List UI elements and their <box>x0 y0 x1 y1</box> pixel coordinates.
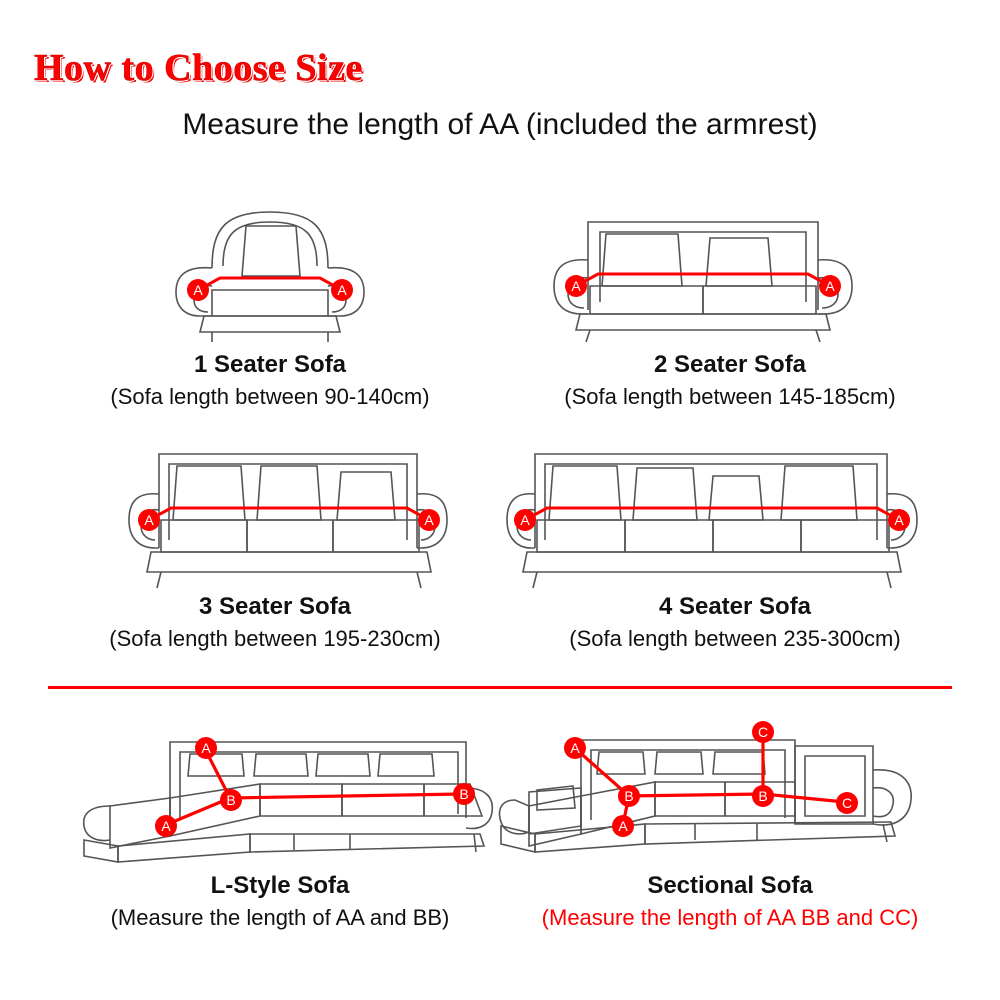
three-seater-caption <box>55 592 495 654</box>
marker-A-bottom <box>612 815 634 837</box>
one-seater-range: (Sofa length between 90-140cm) <box>110 384 430 409</box>
four-seater-drawing <box>505 432 965 592</box>
svg-text:A: A <box>894 512 904 528</box>
marker-A-right <box>888 509 910 531</box>
three-seater-drawing <box>55 432 495 592</box>
marker-A-bottom <box>155 815 177 837</box>
svg-text:A: A <box>424 512 434 528</box>
marker-A-left <box>514 509 536 531</box>
svg-text:A: A <box>571 278 581 294</box>
marker-B-center <box>220 789 242 811</box>
marker-A-right <box>331 279 353 301</box>
one-seater-drawing <box>60 190 480 350</box>
two-seater-name: 2 Seater Sofa <box>653 351 807 378</box>
sectional-caption <box>495 871 965 933</box>
l-style-drawing <box>50 706 510 871</box>
sofa-card-sectional <box>495 706 965 933</box>
sectional-name: Sectional Sofa <box>647 872 813 899</box>
page-title: How to Choose Size <box>34 47 363 89</box>
marker-A-top <box>564 737 586 759</box>
sofa-card-two-seater <box>510 190 950 412</box>
svg-text:C: C <box>757 724 769 740</box>
sectional-range: (Measure the length of AA BB and CC) <box>541 905 919 930</box>
svg-text:A: A <box>201 740 211 756</box>
four-seater-caption <box>505 592 965 654</box>
marker-A-left <box>187 279 209 301</box>
l-style-caption <box>50 871 510 933</box>
marker-A-left <box>565 275 587 297</box>
three-seater-range: (Sofa length between 195-230cm) <box>109 626 441 651</box>
one-seater-caption <box>60 350 480 412</box>
svg-text:A: A <box>825 278 835 294</box>
svg-text:C: C <box>841 795 853 811</box>
svg-text:A: A <box>193 282 203 298</box>
l-style-range: (Measure the length of AA and BB) <box>110 905 450 930</box>
svg-text:A: A <box>161 818 171 834</box>
svg-text:A: A <box>618 818 628 834</box>
marker-A-top <box>195 737 217 759</box>
marker-B-right <box>453 783 475 805</box>
three-seater-illustration <box>55 432 495 592</box>
one-seater-name: 1 Seater Sofa <box>193 351 347 378</box>
marker-B-center <box>618 785 640 807</box>
four-seater-range: (Sofa length between 235-300cm) <box>569 626 901 651</box>
sectional-illustration <box>495 706 965 871</box>
sofa-card-four-seater <box>505 432 965 654</box>
marker-A-right <box>819 275 841 297</box>
svg-text:B: B <box>624 788 634 804</box>
page-subtitle: Measure the length of AA (included the armrest) <box>182 108 818 141</box>
marker-A-right <box>418 509 440 531</box>
three-seater-name: 3 Seater Sofa <box>198 593 352 620</box>
marker-C-right <box>836 792 858 814</box>
marker-C-top <box>752 721 774 743</box>
l-style-illustration <box>50 706 510 871</box>
svg-text:A: A <box>337 282 347 298</box>
svg-text:B: B <box>226 792 236 808</box>
svg-text:A: A <box>570 740 580 756</box>
sofa-card-l-style <box>50 706 510 933</box>
one-seater-illustration <box>60 190 480 350</box>
svg-text:B: B <box>459 786 469 802</box>
four-seater-name: 4 Seater Sofa <box>658 593 812 620</box>
two-seater-drawing <box>510 190 950 350</box>
marker-A-left <box>138 509 160 531</box>
sectional-drawing <box>495 706 965 871</box>
svg-text:B: B <box>758 788 768 804</box>
sofa-card-one-seater <box>60 190 480 412</box>
two-seater-caption <box>510 350 950 412</box>
svg-text:A: A <box>520 512 530 528</box>
sofa-card-three-seater <box>55 432 495 654</box>
section-divider <box>48 686 952 689</box>
marker-B-right <box>752 785 774 807</box>
two-seater-range: (Sofa length between 145-185cm) <box>564 384 896 409</box>
four-seater-illustration <box>505 432 965 592</box>
two-seater-illustration <box>510 190 950 350</box>
l-style-name: L-Style Sofa <box>210 872 350 899</box>
svg-text:A: A <box>144 512 154 528</box>
